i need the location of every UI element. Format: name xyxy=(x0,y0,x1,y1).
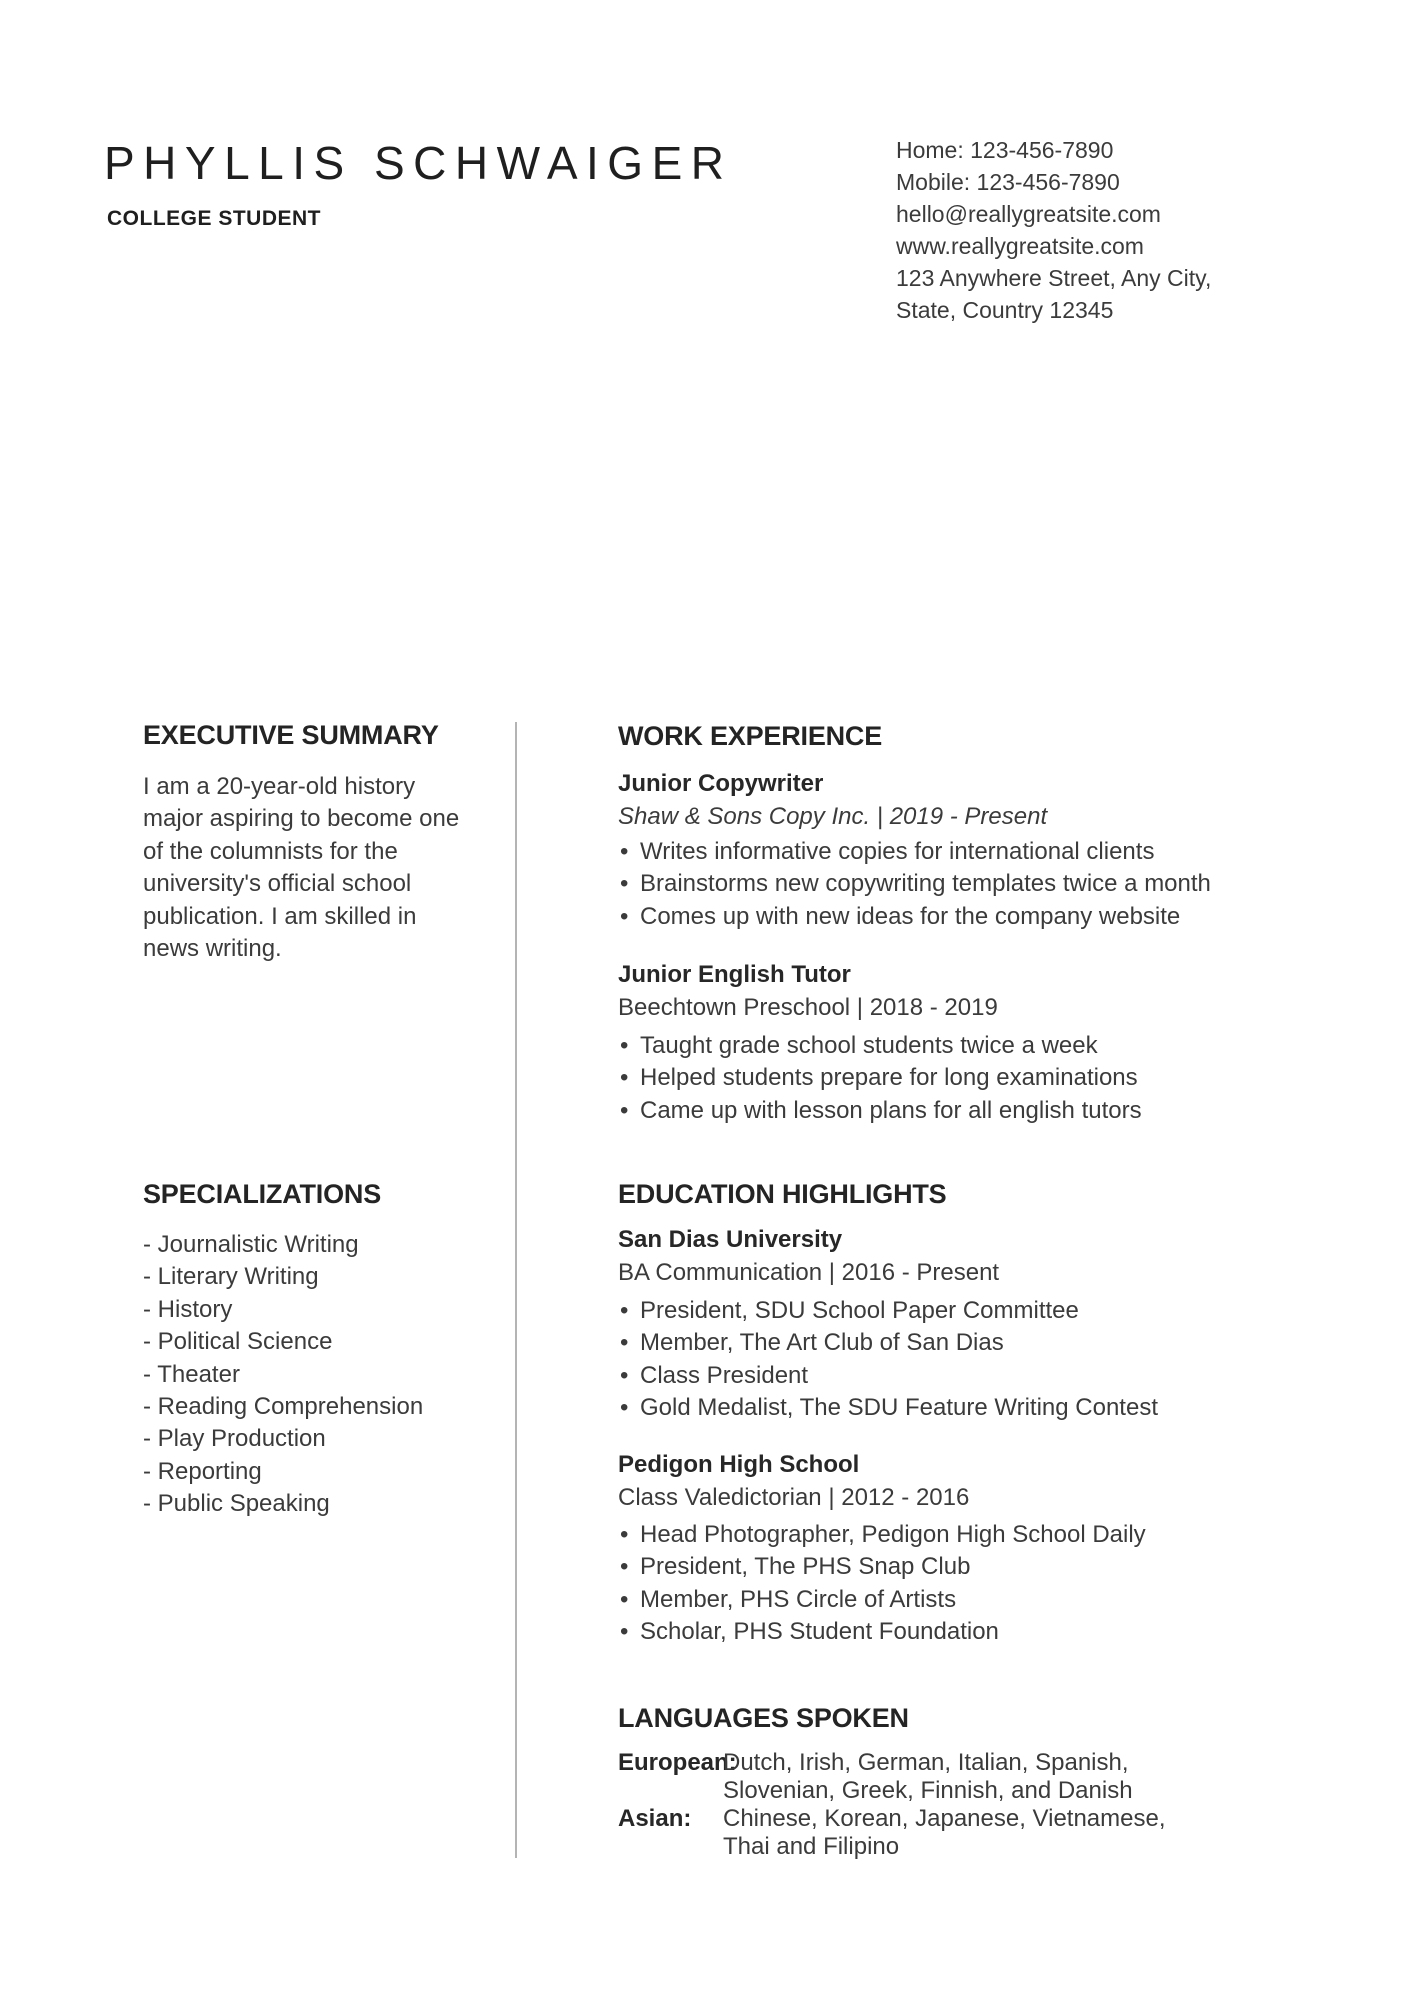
bullet-text: Member, The Art Club of San Dias xyxy=(640,1329,1004,1357)
job-title: Junior English Tutor xyxy=(618,961,851,988)
specialization-item: - History xyxy=(143,1295,233,1323)
contact-mobile-phone: Mobile: 123-456-7890 xyxy=(896,169,1120,195)
summary-line: I am a 20-year-old history xyxy=(143,773,416,800)
bullet-icon xyxy=(620,1030,628,1062)
bullet-icon xyxy=(620,1551,628,1583)
contact-website: www.reallygreatsite.com xyxy=(896,233,1144,259)
contact-address-line-1: 123 Anywhere Street, Any City, xyxy=(896,265,1212,291)
bullet-icon xyxy=(620,1616,628,1648)
bullet-text: President, SDU School Paper Committee xyxy=(640,1297,1079,1324)
language-group-label: Asian: xyxy=(618,1805,692,1832)
bullet-item xyxy=(618,1551,1146,1583)
contact-block xyxy=(896,134,1211,326)
bullet-text: President, The PHS Snap Club xyxy=(640,1553,971,1581)
specialization-item: - Literary Writing xyxy=(143,1263,319,1291)
bullet-item xyxy=(618,1295,1158,1327)
contact-email: hello@reallygreatsite.com xyxy=(896,201,1161,227)
section-title-languages-spoken: LANGUAGES SPOKEN xyxy=(618,1703,909,1733)
language-list-line: Chinese, Korean, Japanese, Vietnamese, xyxy=(723,1805,1166,1832)
bullet-icon xyxy=(620,1392,628,1424)
language-row xyxy=(618,1749,1166,1805)
bullet-item xyxy=(618,901,1211,933)
candidate-job-title: COLLEGE STUDENT xyxy=(107,207,322,230)
bullet-icon xyxy=(620,836,628,868)
job-bullet-list xyxy=(618,1030,1142,1127)
bullet-item xyxy=(618,1616,1146,1648)
bullet-item xyxy=(618,836,1211,868)
language-list-line: Thai and Filipino xyxy=(723,1833,900,1860)
language-list-line: Slovenian, Greek, Finnish, and Danish xyxy=(723,1777,1133,1804)
school-bullet-list xyxy=(618,1519,1146,1649)
specialization-item: - Play Production xyxy=(143,1425,326,1453)
summary-line: major aspiring to become one xyxy=(143,805,460,833)
languages-table xyxy=(618,1749,1166,1861)
language-group-label: European: xyxy=(618,1749,737,1776)
job-company-dates: Shaw & Sons Copy Inc. | 2019 - Present xyxy=(618,803,1048,830)
specialization-item: - Reporting xyxy=(143,1457,262,1485)
bullet-text: Comes up with new ideas for the company website xyxy=(640,902,1181,930)
summary-line: university's official school xyxy=(143,870,412,898)
executive-summary-text xyxy=(143,771,459,965)
bullet-icon xyxy=(620,1062,628,1094)
school-bullet-list xyxy=(618,1295,1158,1425)
bullet-item xyxy=(618,1095,1142,1127)
bullet-text: Brainstorms new copywriting templates twice a month xyxy=(640,870,1211,898)
bullet-text: Scholar, PHS Student Foundation xyxy=(640,1618,999,1646)
job-title: Junior Copywriter xyxy=(618,770,824,797)
bullet-icon xyxy=(620,1519,628,1551)
school-name: Pedigon High School xyxy=(618,1451,860,1478)
candidate-name: PHYLLIS SCHWAIGER xyxy=(104,137,733,189)
specialization-item: - Reading Comprehension xyxy=(143,1393,424,1421)
bullet-item xyxy=(618,1584,1146,1616)
section-title-executive-summary: EXECUTIVE SUMMARY xyxy=(143,720,439,750)
bullet-item xyxy=(618,1030,1142,1062)
bullet-text: Class President xyxy=(640,1361,809,1389)
bullet-item xyxy=(618,1519,1146,1551)
school-degree-dates: Class Valedictorian | 2012 - 2016 xyxy=(618,1484,970,1511)
bullet-text: Member, PHS Circle of Artists xyxy=(640,1585,957,1613)
bullet-icon xyxy=(620,1327,628,1359)
bullet-item xyxy=(618,1327,1158,1359)
language-list xyxy=(723,1805,1166,1861)
specialization-item: - Journalistic Writing xyxy=(143,1231,359,1258)
specialization-item: - Public Speaking xyxy=(143,1490,330,1518)
section-title-education-highlights: EDUCATION HIGHLIGHTS xyxy=(618,1179,947,1209)
summary-line: publication. I am skilled in xyxy=(143,902,417,930)
language-row xyxy=(618,1805,1166,1861)
contact-home-phone: Home: 123-456-7890 xyxy=(896,137,1114,163)
language-list-line: Dutch, Irish, German, Italian, Spanish, xyxy=(723,1749,1129,1776)
language-list xyxy=(723,1749,1133,1805)
bullet-icon xyxy=(620,901,628,933)
bullet-text: Taught grade school students twice a week xyxy=(640,1032,1098,1059)
summary-line: news writing. xyxy=(143,935,282,963)
bullet-text: Came up with lesson plans for all english tutors xyxy=(640,1096,1142,1124)
bullet-icon xyxy=(620,1360,628,1392)
bullet-icon xyxy=(620,1095,628,1127)
school-degree-dates: BA Communication | 2016 - Present xyxy=(618,1259,1000,1286)
bullet-icon xyxy=(620,1584,628,1616)
bullet-item xyxy=(618,1360,1158,1392)
column-divider xyxy=(515,722,517,1858)
specialization-item: - Political Science xyxy=(143,1328,333,1356)
summary-line: of the columnists for the xyxy=(143,837,398,865)
specialization-item: - Theater xyxy=(143,1360,240,1388)
job-bullet-list xyxy=(618,836,1211,933)
bullet-text: Helped students prepare for long examinations xyxy=(640,1064,1138,1092)
specializations-list xyxy=(143,1229,423,1521)
bullet-text: Head Photographer, Pedigon High School Daily xyxy=(640,1521,1146,1548)
bullet-icon xyxy=(620,868,628,900)
bullet-text: Gold Medalist, The SDU Feature Writing Contest xyxy=(640,1394,1158,1422)
bullet-item xyxy=(618,1062,1142,1094)
section-title-work-experience: WORK EXPERIENCE xyxy=(618,721,883,751)
bullet-icon xyxy=(620,1295,628,1327)
job-company-dates: Beechtown Preschool | 2018 - 2019 xyxy=(618,994,998,1021)
section-title-specializations: SPECIALIZATIONS xyxy=(143,1179,382,1209)
bullet-item xyxy=(618,868,1211,900)
contact-address-line-2: State, Country 12345 xyxy=(896,297,1114,323)
bullet-item xyxy=(618,1392,1158,1424)
bullet-text: Writes informative copies for international clients xyxy=(640,838,1155,865)
school-name: San Dias University xyxy=(618,1226,843,1253)
